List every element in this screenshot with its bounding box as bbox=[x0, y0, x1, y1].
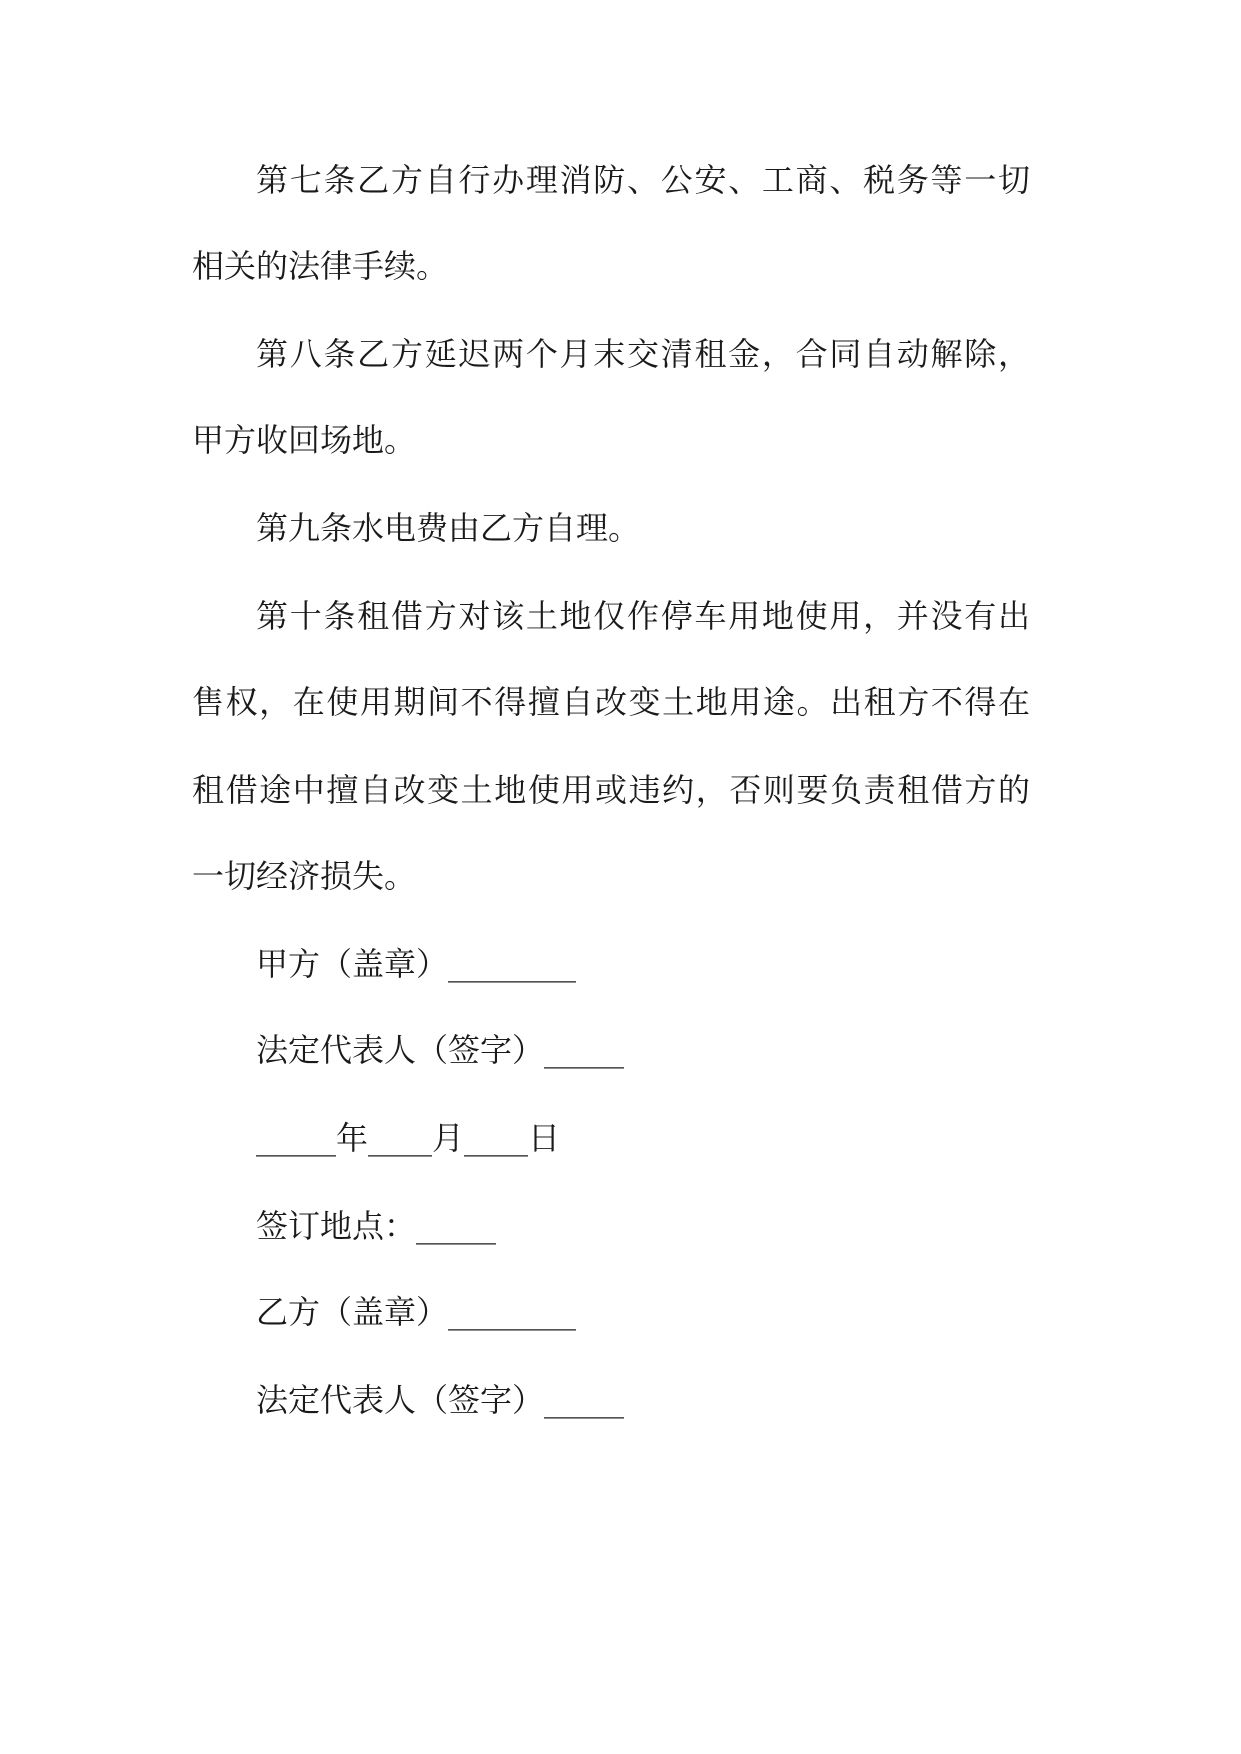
article-9-line-1: 第九条水电费由乙方自理。 bbox=[256, 509, 641, 547]
article-7-line-2: 相关的法律手续。 bbox=[192, 247, 449, 285]
article-8-line-2: 甲方收回场地。 bbox=[192, 421, 417, 459]
article-10-line-1: 第十条租借方对该土地仅作停车用地使用，并没有出 bbox=[256, 597, 1030, 635]
party-a-seal-field: 甲方（盖章）________ bbox=[256, 945, 577, 983]
signing-date-field: _____年____月____日 bbox=[256, 1119, 561, 1157]
party-a-representative-field: 法定代表人（签字）_____ bbox=[256, 1031, 625, 1069]
party-b-seal-field: 乙方（盖章）________ bbox=[256, 1293, 577, 1331]
article-10-line-3: 租借途中擅自改变土地使用或违约，否则要负责租借方的 bbox=[192, 771, 1030, 809]
signing-place-field: 签订地点：_____ bbox=[256, 1207, 497, 1245]
article-8-line-1: 第八条乙方延迟两个月末交清租金，合同自动解除， bbox=[256, 335, 1030, 373]
party-b-representative-field: 法定代表人（签字）_____ bbox=[256, 1381, 625, 1419]
article-7-line-1: 第七条乙方自行办理消防、公安、工商、税务等一切 bbox=[256, 161, 1030, 199]
article-10-line-4: 一切经济损失。 bbox=[192, 857, 417, 895]
article-10-line-2: 售权，在使用期间不得擅自改变土地用途。出租方不得在 bbox=[192, 683, 1030, 721]
